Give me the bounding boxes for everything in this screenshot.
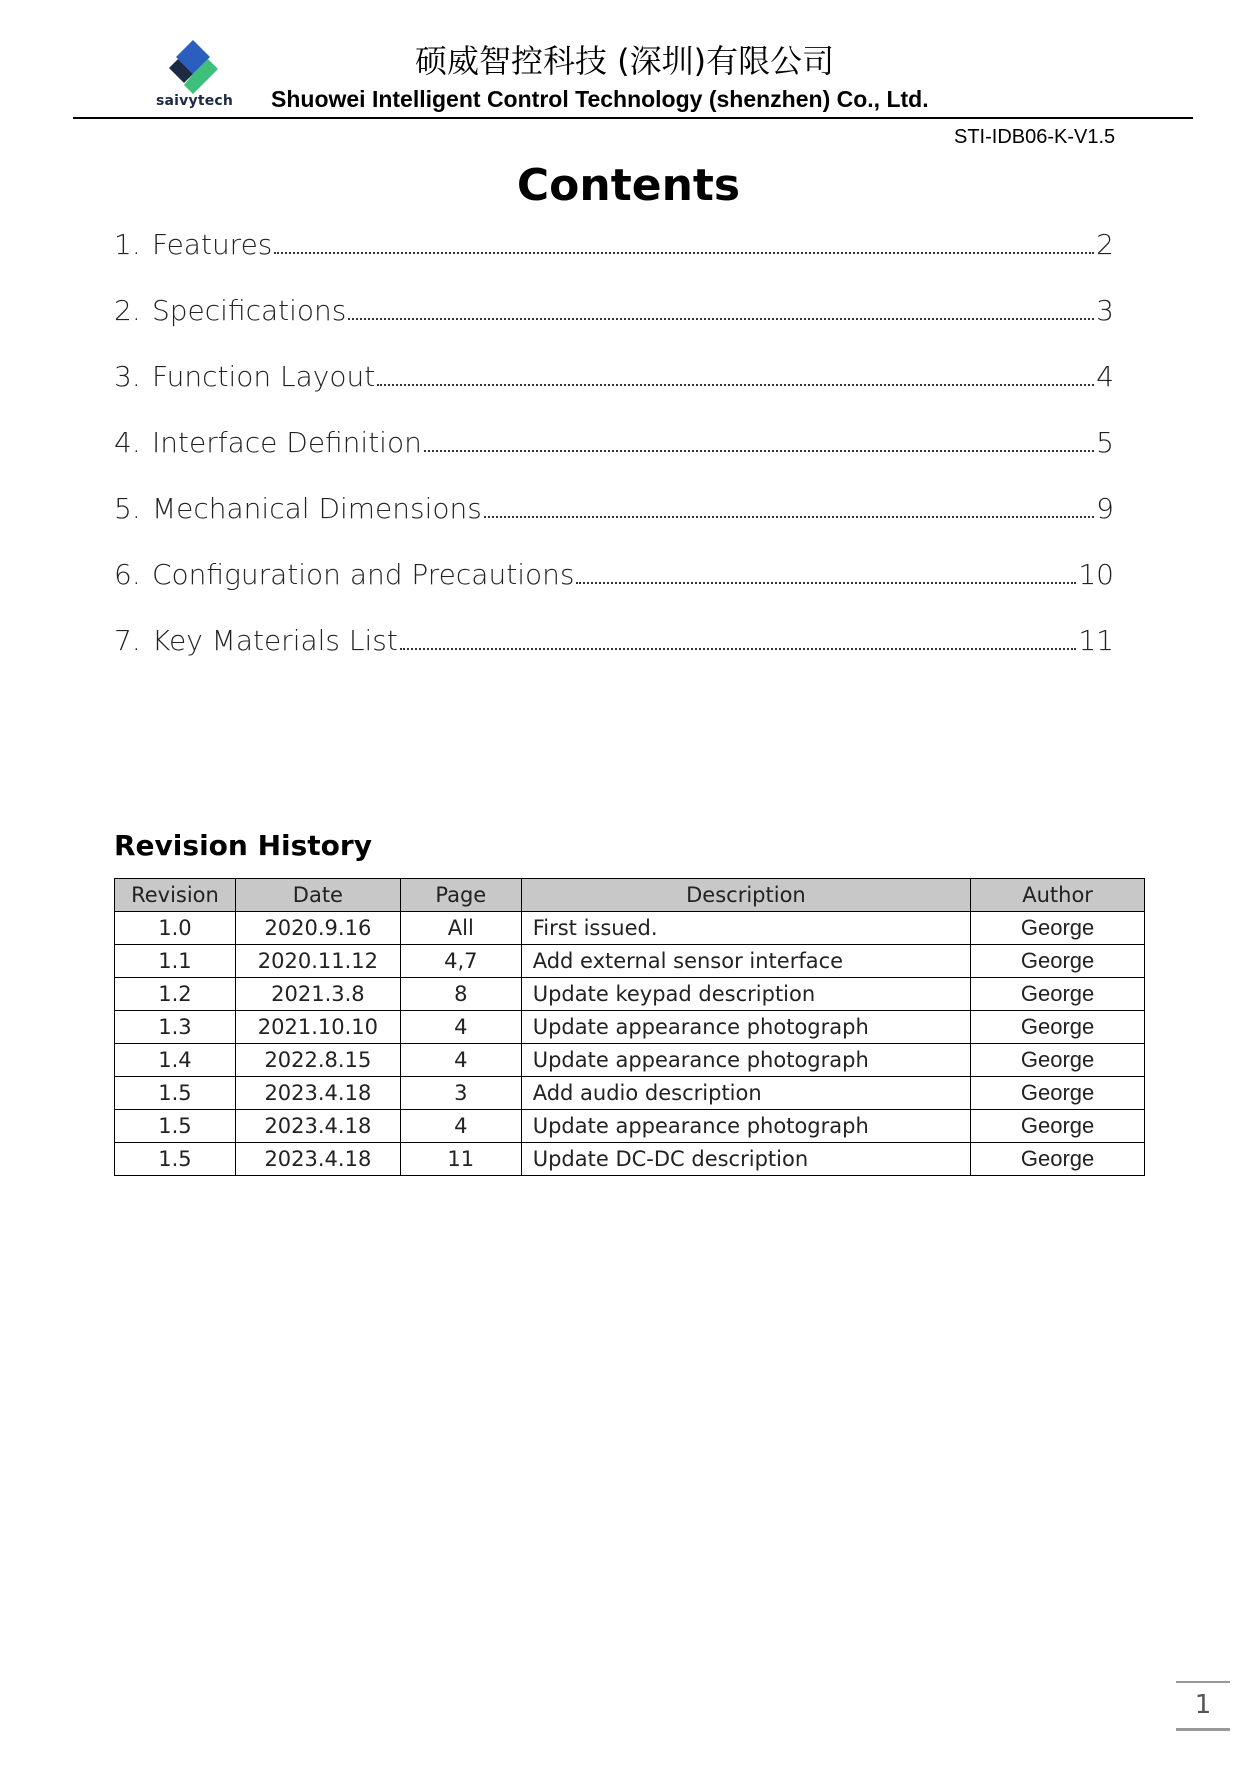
- toc-leader-dots: [348, 318, 1094, 320]
- date-cell: 2020.11.12: [235, 945, 400, 978]
- description-cell: Add external sensor interface: [521, 945, 970, 978]
- toc-label: Configuration and Precautions: [152, 558, 575, 591]
- date-cell: 2023.4.18: [235, 1110, 400, 1143]
- date-cell: 2023.4.18: [235, 1077, 400, 1110]
- toc-page-number: 9: [1096, 492, 1114, 525]
- page-number-bottom-rule: [1176, 1728, 1230, 1731]
- author-cell: George: [971, 1011, 1145, 1044]
- header-divider: [73, 117, 1193, 119]
- toc-entry-features[interactable]: [114, 228, 1114, 294]
- page-cell: 4,7: [400, 945, 521, 978]
- column-header: Revision: [115, 879, 236, 912]
- table-row: [115, 1011, 1145, 1044]
- contents-title: Contents: [516, 160, 741, 211]
- toc-page-number: 3: [1096, 294, 1114, 327]
- toc-entry-mechanical-dimensions[interactable]: [114, 492, 1114, 558]
- table-row: [115, 1110, 1145, 1143]
- toc-label: Function Layout: [152, 360, 376, 393]
- revision-cell: 1.2: [115, 978, 236, 1011]
- column-header: Description: [521, 879, 970, 912]
- toc-number: 5.: [114, 492, 141, 525]
- table-row: [115, 945, 1145, 978]
- author-cell: George: [971, 912, 1145, 945]
- date-cell: 2021.3.8: [235, 978, 400, 1011]
- page-number-top-rule: [1176, 1681, 1230, 1683]
- revision-cell: 1.5: [115, 1110, 236, 1143]
- page-cell: 4: [400, 1011, 521, 1044]
- toc-entry-interface-definition[interactable]: [114, 426, 1114, 492]
- revision-cell: 1.3: [115, 1011, 236, 1044]
- toc-number: 7.: [114, 624, 141, 657]
- toc-number: 4.: [114, 426, 141, 459]
- company-name-english: Shuowei Intelligent Control Technology (shenzhen) Co., Ltd.: [271, 86, 929, 112]
- toc-label: Specifications: [152, 294, 347, 327]
- page-number: 1: [1194, 1690, 1212, 1720]
- document-code: STI-IDB06-K-V1.5: [954, 126, 1116, 148]
- revision-history-table: [114, 878, 1145, 1176]
- date-cell: 2021.10.10: [235, 1011, 400, 1044]
- toc-leader-dots: [576, 582, 1076, 584]
- toc-page-number: 11: [1078, 624, 1114, 657]
- logo-wordmark: saivytech: [156, 93, 234, 109]
- date-cell: 2022.8.15: [235, 1044, 400, 1077]
- date-cell: 2020.9.16: [235, 912, 400, 945]
- revision-cell: 1.5: [115, 1077, 236, 1110]
- author-cell: George: [971, 1110, 1145, 1143]
- toc-entry-key-materials-list[interactable]: [114, 624, 1114, 690]
- toc-page-number: 4: [1096, 360, 1114, 393]
- table-of-contents: [114, 228, 1114, 690]
- description-cell: Update appearance photograph: [521, 1044, 970, 1077]
- author-cell: George: [971, 1077, 1145, 1110]
- page-cell: All: [400, 912, 521, 945]
- toc-leader-dots: [400, 648, 1077, 650]
- toc-label: Key Materials List: [152, 624, 398, 657]
- description-cell: First issued.: [521, 912, 970, 945]
- revision-cell: 1.0: [115, 912, 236, 945]
- description-cell: Add audio description: [521, 1077, 970, 1110]
- toc-number: 1.: [114, 228, 141, 261]
- table-row: [115, 978, 1145, 1011]
- toc-label: Features: [152, 228, 273, 261]
- page-cell: 3: [400, 1077, 521, 1110]
- revision-cell: 1.1: [115, 945, 236, 978]
- table-row: [115, 912, 1145, 945]
- description-cell: Update keypad description: [521, 978, 970, 1011]
- page-cell: 4: [400, 1044, 521, 1077]
- company-name-chinese: 硕威智控科技 (深圳)有限公司: [415, 42, 835, 80]
- toc-leader-dots: [484, 516, 1094, 518]
- toc-leader-dots: [377, 384, 1094, 386]
- toc-page-number: 2: [1096, 228, 1114, 261]
- author-cell: George: [971, 978, 1145, 1011]
- toc-label: Mechanical Dimensions: [152, 492, 482, 525]
- date-cell: 2023.4.18: [235, 1143, 400, 1176]
- revision-history-title: Revision History: [114, 829, 372, 862]
- author-cell: George: [971, 1143, 1145, 1176]
- description-cell: Update DC-DC description: [521, 1143, 970, 1176]
- toc-entry-specifications[interactable]: [114, 294, 1114, 360]
- toc-entry-function-layout[interactable]: [114, 360, 1114, 426]
- table-row: [115, 1143, 1145, 1176]
- page-cell: 4: [400, 1110, 521, 1143]
- toc-leader-dots: [274, 252, 1094, 254]
- table-row: [115, 1077, 1145, 1110]
- toc-page-number: 5: [1096, 426, 1114, 459]
- column-header: Page: [400, 879, 521, 912]
- page-cell: 11: [400, 1143, 521, 1176]
- description-cell: Update appearance photograph: [521, 1011, 970, 1044]
- author-cell: George: [971, 1044, 1145, 1077]
- revision-cell: 1.4: [115, 1044, 236, 1077]
- toc-number: 3.: [114, 360, 141, 393]
- author-cell: George: [971, 945, 1145, 978]
- description-cell: Update appearance photograph: [521, 1110, 970, 1143]
- toc-number: 6.: [114, 558, 141, 591]
- page-cell: 8: [400, 978, 521, 1011]
- table-row: [115, 1044, 1145, 1077]
- table-header-row: [115, 879, 1145, 912]
- column-header: Date: [235, 879, 400, 912]
- toc-entry-configuration-precautions[interactable]: [114, 558, 1114, 624]
- toc-page-number: 10: [1078, 558, 1114, 591]
- toc-number: 2.: [114, 294, 141, 327]
- column-header: Author: [971, 879, 1145, 912]
- toc-leader-dots: [424, 450, 1094, 452]
- toc-label: Interface Definition: [152, 426, 422, 459]
- revision-cell: 1.5: [115, 1143, 236, 1176]
